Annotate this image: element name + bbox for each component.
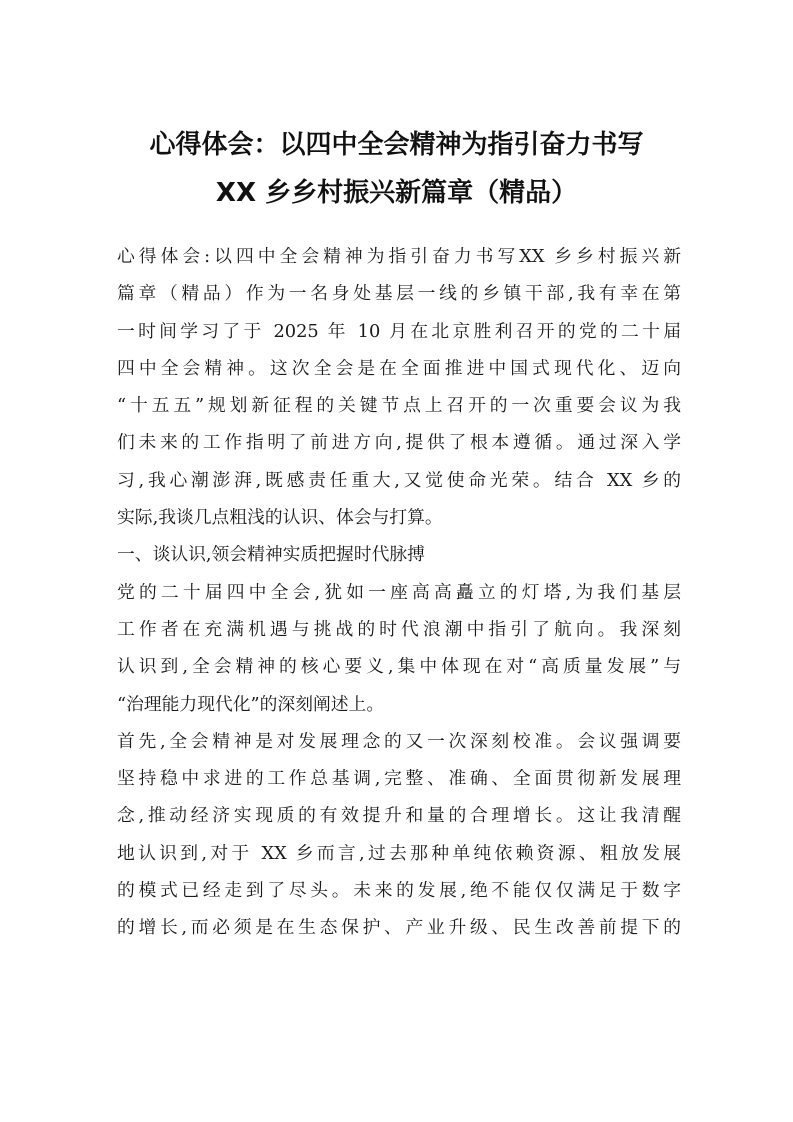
body-line: 的模式已经走到了尽头。未来的发展,绝不能仅仅满足于数字	[117, 880, 681, 902]
body-line: 习,我心潮澎湃,既感责任重大,又觉使命光荣。结合 XX 乡的	[117, 469, 681, 491]
body-line: 四中全会精神。这次全会是在全面推进中国式现代化、迈向	[117, 357, 681, 379]
body-line: 念,推动经济实现质的有效提升和量的合理增长。这让我清醒	[117, 805, 681, 827]
body-line: “治理能力现代化”的深刻阐述上。	[117, 693, 385, 715]
body-line: 心得体会:以四中全会精神为指引奋力书写XX 乡乡村振兴新	[117, 246, 681, 267]
body-line: 党的二十届四中全会,犹如一座高高矗立的灯塔,为我们基层	[117, 581, 681, 603]
body-line: 地认识到,对于 XX 乡而言,过去那种单纯依赖资源、粗放发展	[117, 842, 681, 864]
body-line: 工作者在充满机遇与挑战的时代浪潮中指引了航向。我深刻	[117, 618, 681, 640]
body-line: “十五五”规划新征程的关键节点上召开的一次重要会议为我	[117, 395, 681, 417]
body-line: 一时间学习了于 2025 年 10 月在北京胜利召开的党的二十届	[117, 320, 681, 342]
body-line: 实际,我谈几点粗浅的认识、体会与打算。	[117, 507, 443, 529]
body-line: 首先,全会精神是对发展理念的又一次深刻校准。会议强调要	[117, 730, 681, 752]
body-line: 坚持稳中求进的工作总基调,完整、准确、全面贯彻新发展理	[117, 768, 681, 790]
body-line: 一、谈认识,领会精神实质把握时代脉搏	[117, 544, 425, 566]
document-body	[117, 238, 681, 947]
body-line: 篇章（精品）作为一名身处基层一线的乡镇干部,我有幸在第	[117, 283, 681, 305]
body-line: 认识到,全会精神的核心要义,集中体现在对“高质量发展”与	[117, 656, 681, 678]
document-title-line-2: XX 乡乡村振兴新篇章（精品）	[215, 178, 578, 208]
document-title-line-1: 心得体会：以四中全会精神为指引奋力书写	[149, 130, 644, 160]
body-line: 们未来的工作指明了前进方向,提供了根本遵循。通过深入学	[117, 432, 681, 454]
body-line: 的增长,而必须是在生态保护、产业升级、民生改善前提下的	[117, 917, 681, 939]
